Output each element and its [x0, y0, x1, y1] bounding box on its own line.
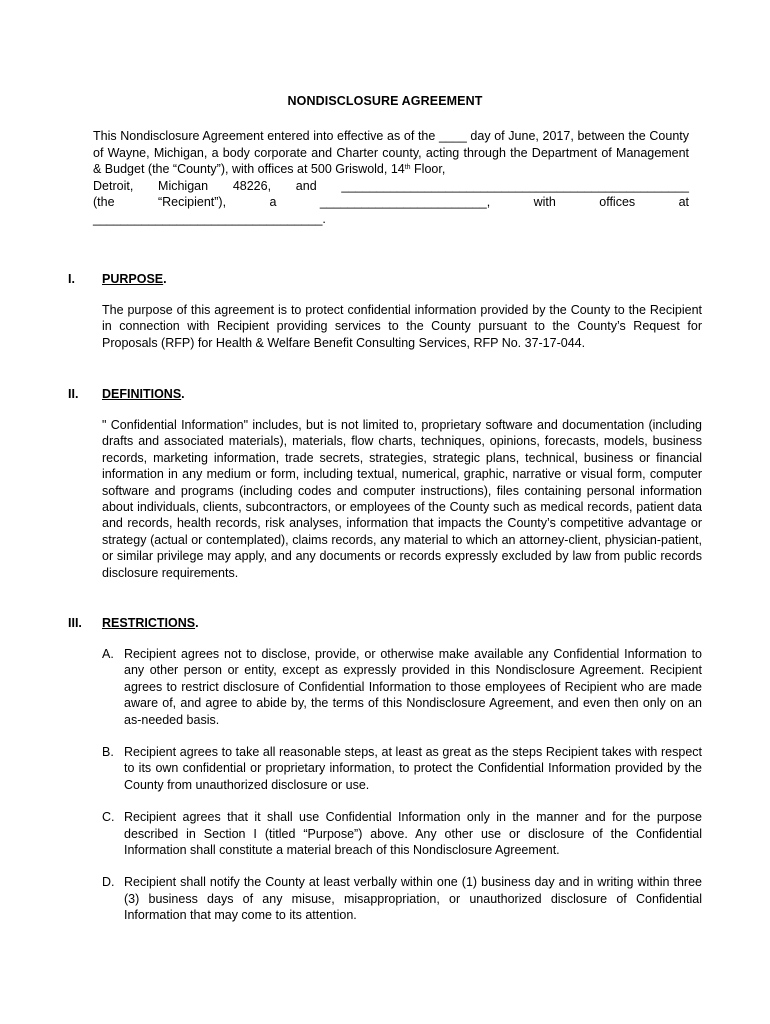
section-restrictions: III. RESTRICTIONS. A. Recipient agrees not to disclose, provide, or otherwise make available any Confidential Information to any other person or entity, except as expressly provided in this Nondisclosure Agreement. Recipient agrees to restrict disclosure of Confidential Information to those employees of Recipient who are made aware of, and agree to abide by, the terms of this Nondisclosure Agreement, and even then only on an as-needed basis. B. Recipient agrees to take all reasonable steps, at least as great as the steps Recipient takes with respect to its own confidential or proprietary information, to protect the Confidential Information provided by the County from unauthorized disclosure or use. C. Recipient agrees that it shall use Confidential Information only in the manner and for the purpose described in Section I (titled “Purpose”) above. Any other use or disclosure of the Confidential Information shall constitute a material breach of this Nondisclosure Agreement. D. Recipient shall notify the County at least verbally within one (1) business day and in writing within three (3) business days of any misuse, misappropriation, or unauthorized disclosure of Confidential Information that may come to its attention. [68, 616, 702, 923]
intro-text: This Nondisclosure Agreement entered into effective as of the ____ day of June, 2017, between the County of Wayne, Michigan, a body corporate and Charter county, acting through the Department of Management & Budget (the “County”), with offices at 500 Griswold, 14 [93, 129, 689, 176]
section-number: III. [68, 616, 82, 630]
item-label: A. [102, 647, 114, 661]
item-label: D. [102, 875, 115, 890]
item-text: Recipient agrees to take all reasonable steps, at least as great as the steps Recipient takes with respect to its own confidential or proprietary information, to protect the Confidential Information provided by the County from unauthorized disclosure or use. [124, 745, 702, 792]
list-item [102, 809, 702, 858]
intro-line-address: _________________________________. [93, 211, 326, 226]
section-heading: PURPOSE [102, 272, 164, 286]
restrictions-list [102, 646, 702, 924]
section-purpose: I. PURPOSE. The purpose of this agreement is to protect confidential information provided by the County to the Recipient in connection with Recipient providing services to the County pursuant to the County’s Request for Proposals (RFP) for Health & Welfare Benefit Consulting Services, RFP No. 37-17-044. [68, 272, 702, 350]
intro-line-recipient-name: Detroit, Michigan 48226, and __________________________________________________ [93, 178, 689, 193]
intro-text-floor: Floor, [410, 162, 446, 176]
list-item [102, 874, 702, 923]
section-body: " Confidential Information" includes, but is not limited to, proprietary software and documentation (including drafts and associated materials), materials, flow charts, techniques, opinions, forecasts, models, business records, marketing information, trade secrets, strategies, strategic plans, technical, business or financial information in any medium or form, including textual, numerical, graphic, narrative or visual form, computer software and programs (including codes and computer instructions), files containing personal information about individuals, clients, subcontractors, or employees of the County such as medical records, patient data and records, health records, risk analyses, information that impacts the County’s competitive advantage or strategy (actual or contemplated), claims records, any material to which an attorney-client, physician-patient, or similar privilege may apply, and any documents or records expressly excluded by law from public records disclosure requirements. [102, 418, 702, 580]
item-text: Recipient agrees not to disclose, provide, or otherwise make available any Confidential Information to any other person or entity, except as expressly provided in this Nondisclosure Agreement. Recipient agrees to restrict disclosure of Confidential Information to those employees of Recipient who are made aware of, and agree to abide by, the terms of this Nondisclosure Agreement, and even then only on an as-needed basis. [124, 647, 702, 727]
item-label: B. [102, 745, 114, 760]
section-body: The purpose of this agreement is to protect confidential information provided by the County to the Recipient in connection with Recipient providing services to the County pursuant to the County’s Request for Proposals (RFP) for Health & Welfare Benefit Consulting Services, RFP No. 37-17-044. [102, 303, 702, 350]
ordinal-suffix: th [404, 164, 411, 171]
section-number: I. [68, 272, 75, 286]
item-text: Recipient shall notify the County at least verbally within one (1) business day and in writing within three (3) business days of any misuse, misappropriation, or unauthorized disclosure of Confidential Information that may come to its attention. [124, 875, 702, 923]
section-heading: DEFINITIONS [102, 387, 182, 401]
document-title: NONDISCLOSURE AGREEMENT [287, 94, 483, 108]
section-heading: RESTRICTIONS [102, 616, 196, 630]
item-label: C. [102, 810, 115, 825]
list-item [102, 744, 702, 793]
section-number: II. [68, 387, 79, 401]
list-item [102, 646, 702, 728]
item-text: Recipient agrees that it shall use Confidential Information only in the manner and for the purpose described in Section I (titled “Purpose”) above. Any other use or disclosure of the Confidential Information shall constitute a material breach of this Nondisclosure Agreement. [124, 810, 702, 858]
intro-line-recipient-type: (the “Recipient”), a ________________________, with offices at [93, 195, 689, 209]
section-definitions: II. DEFINITIONS. " Confidential Information" includes, but is not limited to, proprietary software and documentation (including drafts and associated materials), materials, flow charts, techniques, opinions, forecasts, models, business records, marketing information, trade secrets, strategies, strategic plans, technical, business or financial information in any medium or form, including textual, numerical, graphic, narrative or visual form, computer software and programs (including codes and computer instructions), files containing personal information about individuals, clients, subcontractors, or employees of the County such as medical records, patient data and records, health records, risk analyses, information that impacts the County’s competitive advantage or strategy (actual or contemplated), claims records, any material to which an attorney-client, physician-patient, or similar privilege may apply, and any documents or records expressly excluded by law from public records disclosure requirements. [68, 387, 702, 580]
intro-paragraph [93, 128, 689, 227]
